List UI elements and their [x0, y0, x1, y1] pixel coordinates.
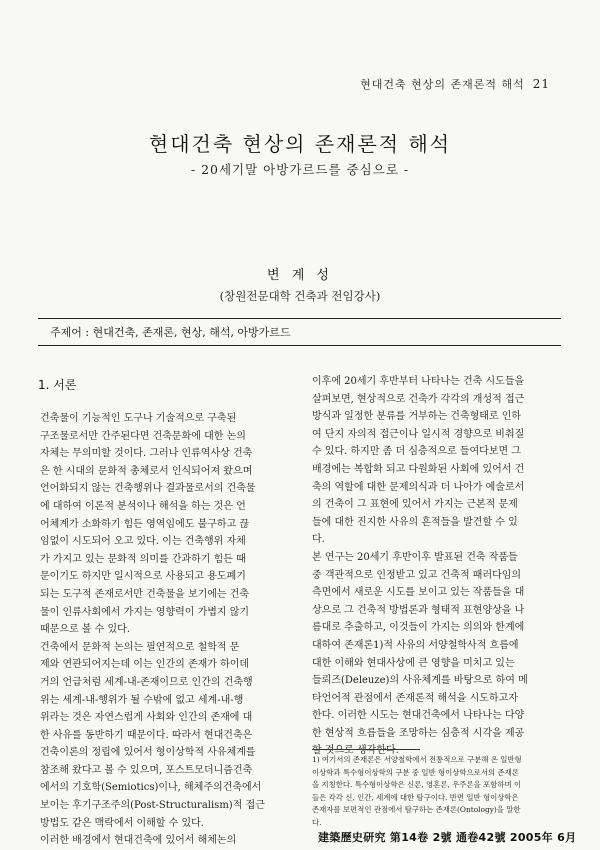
- body-text-line: 구조물로서만 간주된다면 건축문화에 대한 논의: [40, 430, 246, 442]
- footnote-line: 1) 여기서의 존재론은 서양철학에서 전통적으로 구분해 온 일반형: [312, 755, 522, 764]
- body-text-line: 한 사유를 동반하기 때문이다. 따라서 현대건축은: [40, 729, 253, 741]
- body-text-line: 의 건축이 그 표현에 있어서 가지는 근본적 문제: [312, 499, 518, 511]
- body-text-line: 되는 도구적 존재로서만 건축물을 보기에는 건축: [40, 588, 250, 600]
- body-text-line: 어체계가 소화하기 힘든 영역임에도 불구하고 끊: [40, 518, 250, 530]
- left-column-body: [40, 410, 292, 850]
- body-text-line: 이러한 배경에서 현대건축에 있어서 해체논의: [40, 835, 237, 847]
- section-heading: 1. 서론: [38, 378, 77, 392]
- paper-subtitle: - 20세기말 아방가르드를 중심으로 -: [190, 162, 410, 177]
- body-text-line: 위라는 것은 자연스럽게 사회와 인간의 존재에 대: [40, 712, 253, 724]
- body-text-line: 들뢰즈(Deleuze)의 사유체계를 바탕으로 하여 메: [312, 675, 528, 687]
- body-text-line: 위는 세계-내-행위가 될 수밖에 없고 세계-내-행: [40, 694, 244, 706]
- footnote-line: 존재자를 보편적인 관점에서 탐구하는 존재론(Ontology)을 말한: [312, 805, 521, 815]
- body-text-line: 은 한 시대의 문화적 총체로서 인식되어져 왔으며: [40, 465, 253, 477]
- body-text-line: 할 것으로 생각한다.: [312, 745, 399, 757]
- footnote-line: 을 지칭한다. 특수형이상학은 신론, 영혼론, 우주론을 포함하며 이: [312, 780, 522, 790]
- body-text-line: 가 가지고 있는 문화적 의미를 간과하기 힘든 때: [40, 553, 246, 565]
- footnote-line: 들은 각각 신, 인간, 세계에 대한 탐구이다. 반면 일반 형이상학은: [312, 792, 519, 802]
- body-text-line: 제와 연관되어지는데 이는 인간의 존재가 하이데: [40, 659, 250, 671]
- body-text-line: 타언어적 관점에서 존재론적 해석을 시도하고자: [312, 692, 518, 704]
- body-text-line: 대하여 존재론1)적 사유의 서양철학사적 흐름에: [312, 639, 519, 651]
- footnote-line: 이상학과 특수형이상학의 구분 중 일반 형이상학으로서의 존재론: [312, 767, 519, 777]
- body-text-line: 에서의 기호학(Semiotics)이나, 해체주의건축에서: [40, 782, 262, 794]
- body-text-line: 배경에는 복합화 되고 다원화된 사회에 있어서 건: [312, 463, 525, 475]
- body-text-line: 물이 인류사회에서 가지는 영향력이 가볍지 않기: [40, 606, 250, 618]
- body-text-line: 름대로 추출하고, 이것들이 가지는 의의와 한계에: [312, 622, 525, 634]
- body-text-line: 중 객관적으로 인정받고 있고 건축적 패러다임의: [312, 569, 522, 581]
- body-text-line: 자체는 무의미할 것이다. 그러나 인류역사상 건축: [40, 448, 253, 460]
- body-text-line: 한다. 이러한 시도는 현대건축에서 나타나는 다양: [312, 710, 525, 722]
- body-text-line: 언어화되지 않는 건축행위나 결과물로서의 건축물: [40, 483, 256, 495]
- body-text-line: 참조해 왔다고 볼 수 있으며, 포스트모더니즘건축: [40, 764, 253, 776]
- body-text-line: 건축에서 문화적 논의는 필연적으로 철학적 문: [40, 641, 240, 653]
- body-text-line: 들에 대한 진지한 사유의 흔적들을 발견할 수 있: [312, 516, 518, 528]
- body-text-line: 건축물이 기능적인 도구나 기술적으로 구축된: [40, 413, 237, 424]
- footnote-line: 다.: [312, 817, 322, 827]
- body-text-line: 살펴보면, 현상적으로 건축가 각각의 개성적 접근: [312, 393, 525, 405]
- body-text-line: 축의 역할에 대한 문제의식과 더 나아가 예술로서: [312, 481, 525, 493]
- running-head: [360, 76, 550, 92]
- author-affiliation: (창원전문대학 건축과 전임강사): [219, 289, 381, 303]
- body-text-line: 여 단지 자의적 접근이나 일시적 경향으로 비춰질: [312, 428, 525, 440]
- body-text-line: 건축이론의 정립에 있어서 형이상학적 사유체계를: [40, 747, 256, 759]
- paper-title: 현대건축 현상의 존재론적 해석: [148, 132, 452, 156]
- footnote: [312, 754, 564, 830]
- body-text-line: 이후에 20세기 후반부터 나타나는 건축 시도들을: [312, 376, 525, 387]
- body-text-line: 에 대하여 이론적 분석이나 해석을 하는 것은 언: [40, 500, 246, 512]
- body-text-line: 수 있다. 하지만 좀 더 심층적으로 들여다보면 그: [312, 446, 521, 458]
- body-text-line: 상으로 그 건축적 방법론과 형태적 표현양상을 나: [312, 604, 525, 616]
- journal-footer: 建築歷史研究 第14卷 2號 通卷42號 2005年 6月: [318, 831, 577, 844]
- body-text-line: 보이는 후기구조주의(Post-Structuralism)적 접근: [40, 800, 265, 812]
- body-text-line: 때문으로 볼 수 있다.: [40, 624, 130, 636]
- body-text-line: 한 현상적 흐름들을 조망하는 심층적 시각을 제공: [312, 727, 525, 739]
- right-column-body: [312, 373, 562, 760]
- body-text-line: 대한 이해와 현대사상에 큰 영향을 미치고 있는: [312, 657, 515, 669]
- running-head-title: 현대건축 현상의 존재론적 해석: [360, 78, 525, 91]
- body-text-line: 문이기도 하지만 일시적으로 사용되고 용도폐기: [40, 571, 246, 583]
- body-text-line: 방식과 일정한 분류를 거부하는 건축형태로 인하: [312, 411, 522, 423]
- page-number: 21: [532, 77, 550, 91]
- body-text-line: 거의 언급처럼 세계-내-존재이므로 인간의 건축행: [40, 676, 253, 688]
- author-name: 변 계 성: [267, 268, 333, 283]
- body-text-line: 측면에서 새로운 시도를 보이고 있는 작품들을 대: [312, 587, 525, 599]
- keywords-box: 주제어 : 현대건축, 존재론, 현상, 해석, 아방가르드: [38, 318, 561, 346]
- body-text-line: 본 연구는 20세기 후반이후 발표된 건축 작품들: [312, 551, 518, 563]
- body-text-line: 임없이 시도되어 오고 있다. 이는 건축행위 자체: [40, 536, 246, 548]
- body-text-line: 다.: [312, 534, 325, 546]
- footnote-divider: [312, 749, 420, 750]
- body-text-line: 방법도 같은 맥락에서 이해할 수 있다.: [40, 817, 204, 829]
